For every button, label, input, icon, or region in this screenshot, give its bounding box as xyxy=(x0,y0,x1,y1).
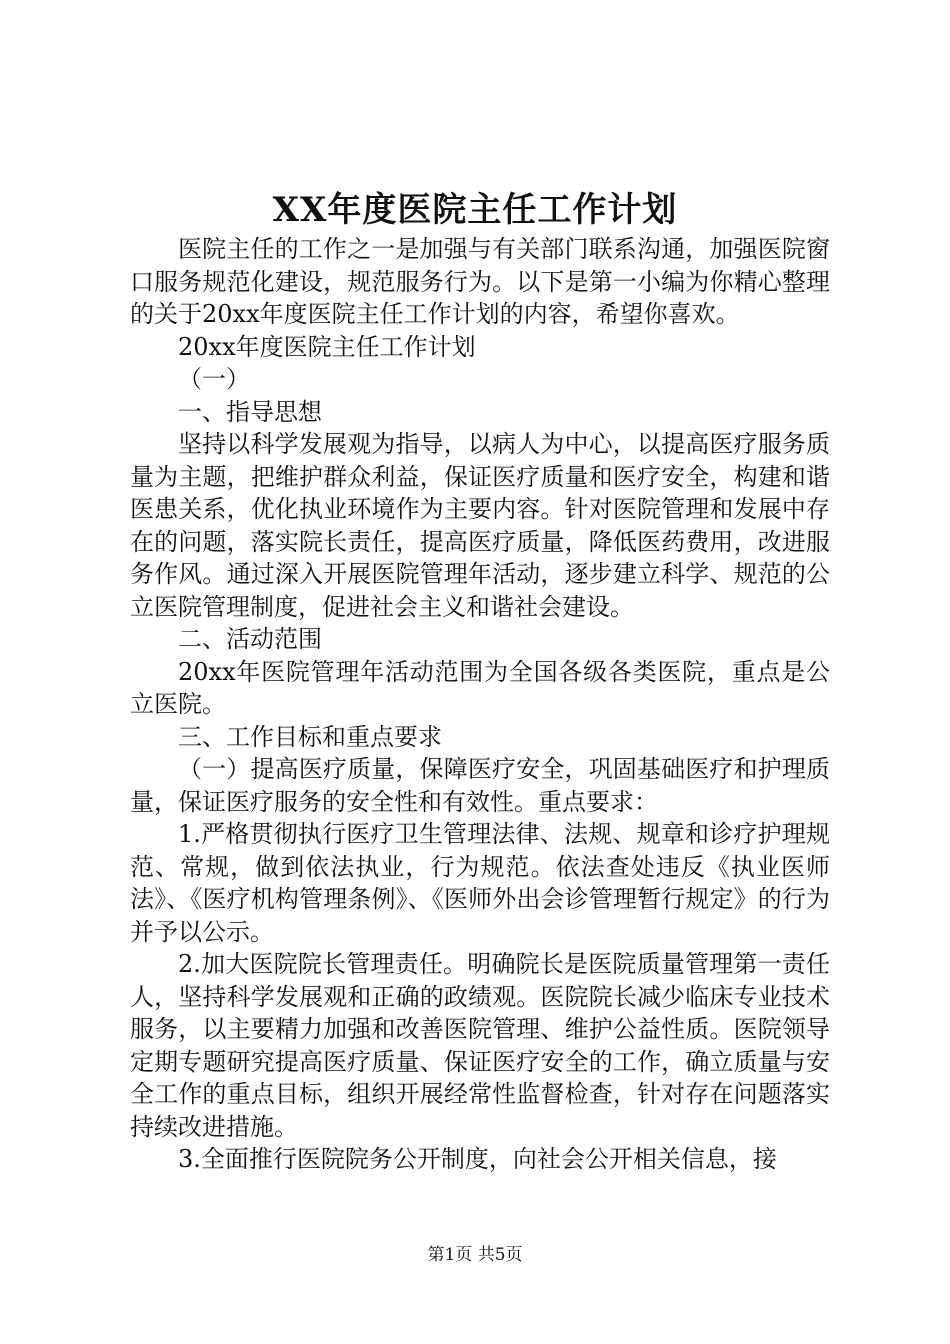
page-footer: 第1页 共5页 xyxy=(427,1245,523,1265)
paragraph: 20xx年度医院主任工作计划 xyxy=(178,332,476,361)
section-heading: 二、活动范围 xyxy=(178,625,322,653)
paragraph: （一）提高医疗质量，保障医疗安全，巩固基础医疗和护理质量，保证医疗服务的安全性和有效性。重点要求： xyxy=(130,755,830,816)
document-title: XX年度医院主任工作计划 xyxy=(272,190,678,230)
paragraph: 3.全面推行医院院务公开制度，向社会公开相关信息，接 xyxy=(178,1145,777,1173)
paragraph: 1.严格贯彻执行医疗卫生管理法律、法规、规章和诊疗护理规范、常规，做到依法执业，行为规范。依法查处违反《执业医师法》、《医疗机构管理条例》、《医师外出会诊管理暂行规定》的行为并予以公示。 xyxy=(130,820,830,946)
document-body xyxy=(130,233,830,1176)
paragraph: 医院主任的工作之一是加强与有关部门联系沟通，加强医院窗口服务规范化建设，规范服务行为。以下是第一小编为你精心整理的关于20xx年度医院主任工作计划的内容，希望你喜欢。 xyxy=(130,235,830,328)
paragraph: 坚持以科学发展观为指导，以病人为中心，以提高医疗服务质量为主题，把维护群众利益，保证医疗质量和医疗安全，构建和谐医患关系，优化执业环境作为主要内容。针对医院管理和发展中存在的问题，落实院长责任，提高医疗质量，降低医药费用，改进服务作风。通过深入开展医院管理年活动，逐步建立科学、规范的公立医院管理制度，促进社会主义和谐社会建设。 xyxy=(130,430,830,621)
paragraph: 20xx年医院管理年活动范围为全国各级各类医院，重点是公立医院。 xyxy=(130,657,830,718)
section-heading: 一、指导思想 xyxy=(178,397,322,426)
paragraph: 2.加大医院院长管理责任。明确院长是医院质量管理第一责任人，坚持科学发展观和正确的政绩观。医院院长减少临床专业技术服务，以主要精力加强和改善医院管理、维护公益性质。医院领导定期专题研究提高医疗质量、保证医疗安全的工作，确立质量与安全工作的重点目标，组织开展经常性监督检查，针对存在问题落实持续改进措施。 xyxy=(130,950,830,1141)
paragraph: （一） xyxy=(178,365,250,393)
section-heading: 三、工作目标和重点要求 xyxy=(178,722,442,751)
